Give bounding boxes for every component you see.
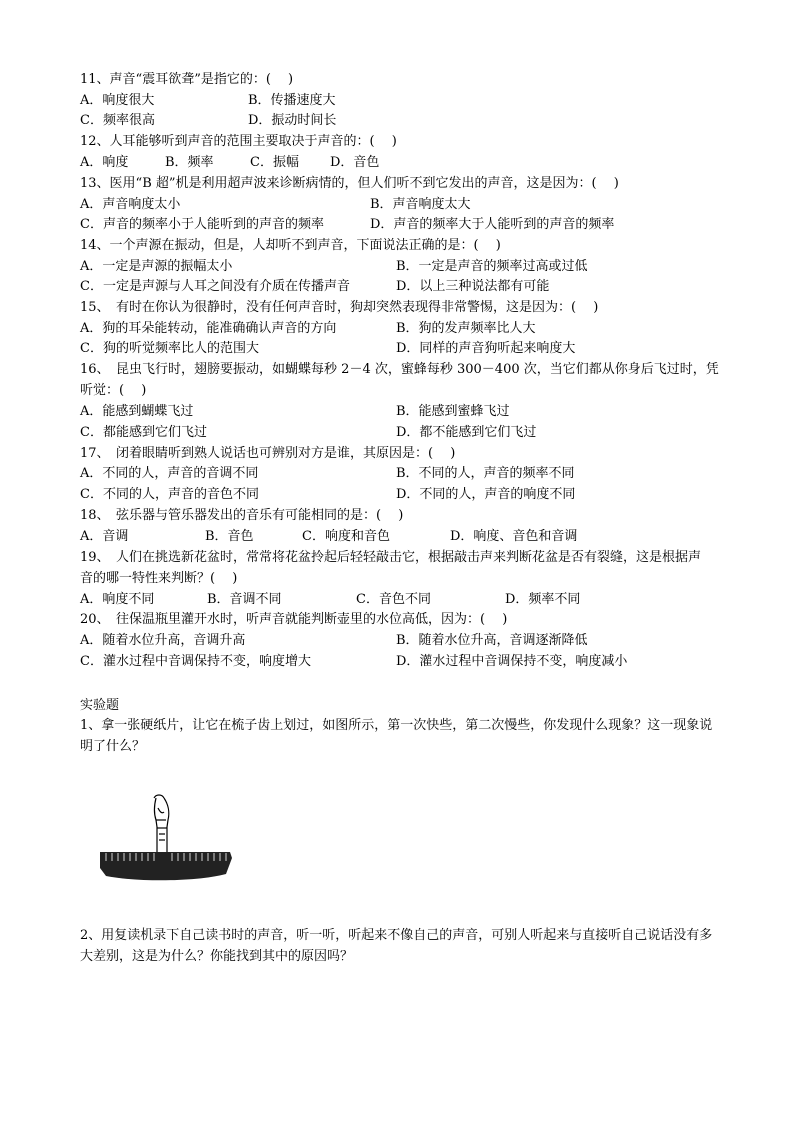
question-11-option-a: A．响度很大 — [80, 93, 155, 108]
question-11-stem: 11、声音“震耳欲聋”是指它的：( ) — [80, 72, 294, 87]
question-14-option-d: D．以上三种说法都有可能 — [396, 279, 550, 294]
question-12-option-c: C．振幅 — [250, 155, 299, 170]
question-17-stem: 17、 闭着眼睛听到熟人说话也可辨别对方是谁，其原因是：( ) — [80, 446, 456, 461]
question-20-stem: 20、 往保温瓶里灌开水时，听声音就能判断壶里的水位高低，因为：( ) — [80, 612, 508, 627]
question-14-option-c: C．一定是声源与人耳之间没有介质在传播声音 — [80, 279, 350, 294]
question-19-option-d: D．频率不同 — [505, 592, 581, 607]
question-16-option-b: B．能感到蜜蜂飞过 — [396, 404, 510, 419]
question-12-option-b: B．频率 — [165, 155, 214, 170]
question-19-option-a: A．响度不同 — [80, 592, 155, 607]
hand-illustration — [154, 795, 169, 858]
question-20-option-c: C．灌水过程中音调保持不变，响度增大 — [80, 654, 311, 669]
question-19-stem: 19、 人们在挑选新花盆时，常常将花盆拎起后轻轻敲击它，根据敲击声来判断花盆是否有裂缝，这是根据声 — [80, 550, 702, 565]
question-15-option-b: B．狗的发声频率比人大 — [396, 321, 536, 336]
question-11-option-d: D．振动时间长 — [248, 113, 337, 128]
question-11-option-b: B．传播速度大 — [248, 93, 336, 108]
experiment-2-line-2: 大差别，这是为什么？你能找到其中的原因吗？ — [80, 949, 354, 964]
question-12-stem: 12、人耳能够听到声音的范围主要取决于声音的：( ) — [80, 134, 397, 149]
question-20-option-d: D．灌水过程中音调保持不变，响度减小 — [396, 654, 628, 669]
question-17-option-d: D．不同的人，声音的响度不同 — [396, 487, 576, 502]
experiment-1-line-1: 1、拿一张硬纸片，让它在梳子齿上划过，如图所示，第一次快些，第二次慢些，你发现什么现象？这一现象说 — [80, 718, 713, 733]
question-19-option-c: C．音色不同 — [356, 592, 431, 607]
question-13-option-c: C．声音的频率小于人能听到的声音的频率 — [80, 217, 324, 232]
question-17-option-c: C．不同的人，声音的音色不同 — [80, 487, 259, 502]
question-13-option-d: D．声音的频率大于人能听到的声音的频率 — [370, 217, 615, 232]
experiment-2-line-1: 2、用复读机录下自己读书时的声音，听一听，听起来不像自己的声音，可别人听起来与直接听自己说话没有多 — [80, 928, 713, 943]
comb-and-card-figure — [96, 790, 236, 890]
question-15-option-c: C．狗的听觉频率比人的范围大 — [80, 341, 259, 356]
question-19-option-b: B．音调不同 — [207, 592, 282, 607]
question-20-option-b: B．随着水位升高，音调逐渐降低 — [396, 633, 588, 648]
question-16-option-a: A．能感到蝴蝶飞过 — [80, 404, 194, 419]
question-18-option-a: A．音调 — [80, 529, 129, 544]
section-heading-experiments: 实验题 — [80, 698, 120, 713]
question-20-option-a: A．随着水位升高，音调升高 — [80, 633, 246, 648]
question-15-stem: 15、 有时在你认为很静时，没有任何声音时，狗却突然表现得非常警惕，这是因为：( ) — [80, 300, 599, 315]
question-16-option-c: C．都能感到它们飞过 — [80, 425, 207, 440]
question-13-option-a: A．声音响度太小 — [80, 197, 181, 212]
comb-illustration — [100, 852, 232, 880]
question-13-option-b: B．声音响度太大 — [370, 197, 471, 212]
question-11-option-c: C．频率很高 — [80, 113, 155, 128]
question-15-option-d: D．同样的声音狗听起来响度大 — [396, 341, 576, 356]
question-17-option-b: B．不同的人，声音的频率不同 — [396, 466, 575, 481]
question-16-stem-continued: 听觉：( ) — [80, 383, 147, 398]
question-15-option-a: A．狗的耳朵能转动，能准确确认声音的方向 — [80, 321, 337, 336]
experiment-1-line-2: 明了什么？ — [80, 739, 146, 754]
question-16-stem: 16、 昆虫飞行时，翅膀要振动，如蝴蝶每秒 2－4 次，蜜蜂每秒 300－400 次，当它们都从你身后飞过时，凭 — [80, 362, 719, 377]
question-13-stem: 13、医用“B 超”机是利用超声波来诊断病情的，但人们听不到它发出的声音，这是因为：( ) — [80, 176, 619, 191]
question-18-stem: 18、 弦乐器与管乐器发出的音乐有可能相同的是：( ) — [80, 508, 404, 523]
question-12-option-d: D．音色 — [330, 155, 380, 170]
question-17-option-a: A．不同的人，声音的音调不同 — [80, 466, 259, 481]
question-18-option-b: B．音色 — [205, 529, 254, 544]
question-14-option-b: B．一定是声音的频率过高或过低 — [396, 259, 588, 274]
question-18-option-c: C．响度和音色 — [302, 529, 390, 544]
question-18-option-d: D．响度、音色和音调 — [450, 529, 578, 544]
question-14-option-a: A．一定是声源的振幅太小 — [80, 259, 233, 274]
question-19-stem-continued: 音的哪一特性来判断？( ) — [80, 571, 238, 586]
question-12-option-a: A．响度 — [80, 155, 129, 170]
question-16-option-d: D．都不能感到它们飞过 — [396, 425, 537, 440]
question-14-stem: 14、一个声源在振动，但是，人却听不到声音，下面说法正确的是：( ) — [80, 238, 501, 253]
